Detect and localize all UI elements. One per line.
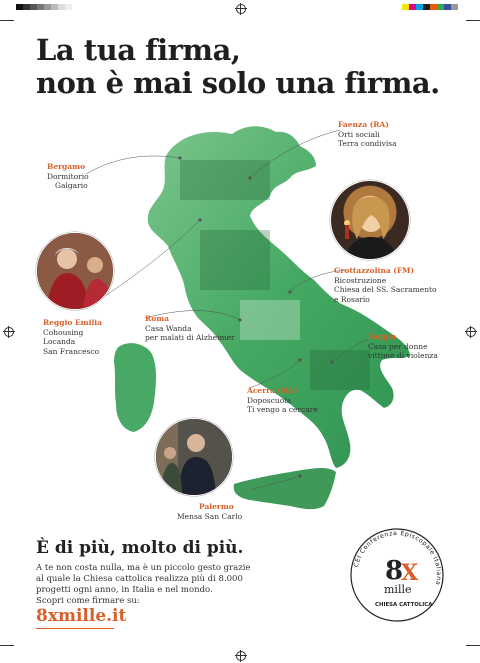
location-acerra xyxy=(247,386,318,415)
location-desc: San Francesco xyxy=(43,346,100,356)
bottom-text-line: progetti ogni anno, in Italia e nel mondo. xyxy=(36,585,213,595)
bottom-text-line: Scopri come firmare su: xyxy=(36,596,140,606)
photo-man-palermo xyxy=(155,418,233,496)
location-desc: Locanda xyxy=(43,337,76,346)
headline-line-1: La tua firma, xyxy=(36,33,241,67)
logo-number: 8 xyxy=(385,556,404,586)
location-city: Reggio Emilia xyxy=(43,318,103,327)
location-foggia xyxy=(368,332,438,361)
location-desc: Mensa San Carlo xyxy=(177,511,243,521)
bottom-text xyxy=(36,563,256,607)
photo-woman-candle-figure xyxy=(331,181,409,259)
location-desc: Casa per donne xyxy=(368,341,428,351)
location-desc: per malati di Alzheimer xyxy=(145,333,235,342)
logo-word: mille xyxy=(384,583,412,596)
bottom-heading: È di più, molto di più. xyxy=(36,538,244,558)
headline-line-2: non è mai solo una firma. xyxy=(36,66,440,100)
location-desc: Cohousing xyxy=(43,327,84,337)
photo-man-palermo-figure xyxy=(156,419,232,495)
location-city: Faenza (RA) xyxy=(338,120,389,129)
location-roma xyxy=(145,314,235,343)
location-city: Grottazzolina (FM) xyxy=(334,266,415,275)
8xmille-logo xyxy=(347,525,447,625)
location-city: Roma xyxy=(145,314,170,323)
location-city: Bergamo xyxy=(47,162,86,171)
location-desc: Chiesa del SS. Sacramento xyxy=(334,285,437,294)
location-city: Acerra (NA) xyxy=(247,386,298,395)
location-desc: e Rosario xyxy=(334,294,370,304)
photo-woman-candle xyxy=(330,180,410,260)
location-desc: Terra condivisa xyxy=(338,139,397,148)
location-faenza xyxy=(338,120,397,149)
location-desc: Ricostruzione xyxy=(334,275,387,285)
location-desc: Orti sociali xyxy=(338,129,380,139)
logo-ring-text: CEI Conferenza Episcopale Italiana xyxy=(352,529,443,587)
location-desc: Galgario xyxy=(55,181,88,190)
location-desc: Dormitorio xyxy=(47,171,89,181)
location-desc: Ti vengo a cercare xyxy=(247,405,318,414)
location-reggio-emilia xyxy=(43,318,102,356)
location-desc: vittime di violenza xyxy=(368,351,438,360)
website-link[interactable]: 8xmille.it xyxy=(36,606,127,626)
location-bergamo xyxy=(47,162,89,191)
location-grottazzolina xyxy=(334,266,437,304)
bottom-text-line: A te non costa nulla, ma è un piccolo gesto grazie xyxy=(36,563,251,573)
location-palermo xyxy=(177,502,242,521)
website-underline xyxy=(36,628,114,629)
location-city: Foggia xyxy=(368,332,397,341)
bottom-text-line: al quale la Chiesa cattolica realizza più di 8.000 xyxy=(36,574,243,584)
location-city: Palermo xyxy=(199,502,234,511)
location-desc: Doposcuola xyxy=(247,395,292,405)
logo-x: X xyxy=(401,560,419,586)
photo-elderly-women xyxy=(36,232,114,310)
location-desc: Casa Wanda xyxy=(145,323,192,333)
logo-bottom-text: CHIESA CATTOLICA xyxy=(375,602,433,608)
photo-elderly-women-figure xyxy=(37,233,113,309)
